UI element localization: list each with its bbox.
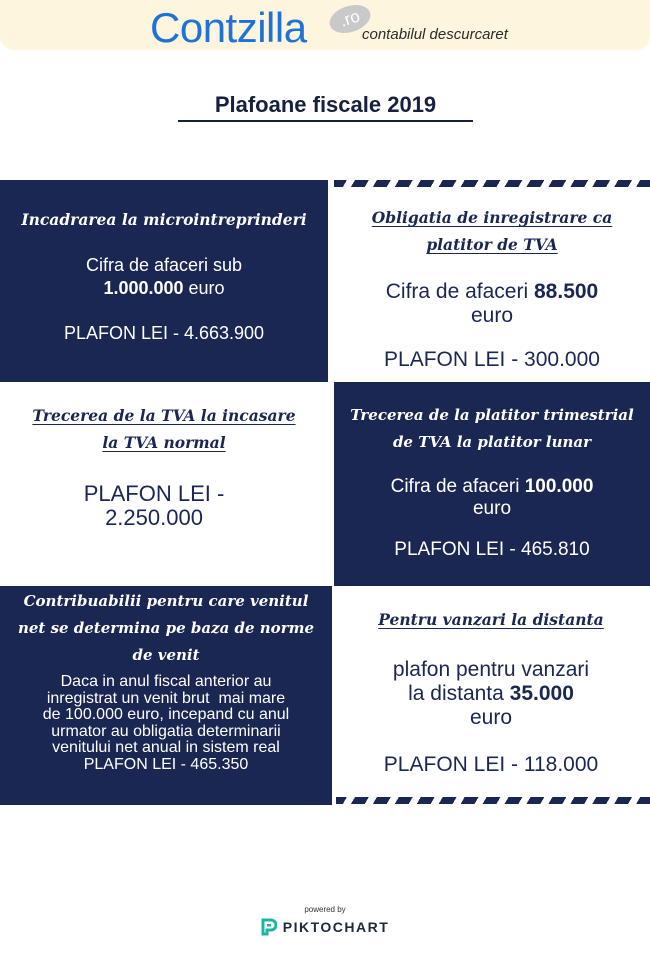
- logo-ro-badge: .ro: [326, 0, 374, 38]
- card-amount: 1.000.000: [103, 278, 184, 298]
- piktochart-footer: [0, 905, 650, 940]
- card-tva-incasare: [0, 382, 328, 586]
- card-text: plafon pentru vanzari: [392, 658, 590, 681]
- decorative-stripes-top: [334, 180, 650, 187]
- card-text-line: urmator au obligatia determinarii: [51, 722, 281, 740]
- card-amount: 88.500: [534, 280, 599, 303]
- card-microintreprinderi: [0, 180, 328, 382]
- card-text: Cifra de afaceri: [385, 280, 529, 303]
- card-unit: euro: [469, 706, 513, 729]
- piktochart-logo-icon: [261, 918, 277, 936]
- card-title: Incadrarea la microintreprinderi: [21, 210, 307, 229]
- card-inregistrare-tva: [334, 188, 650, 382]
- contzilla-logo[interactable]: Contzilla: [150, 4, 307, 51]
- card-norme-venit: [0, 586, 332, 805]
- card-amount: 35.000: [509, 682, 574, 705]
- card-title-line: Trecerea de la platitor trimestrial: [350, 406, 634, 424]
- card-text: Cifra de afaceri: [390, 476, 520, 497]
- card-amount: 100.000: [524, 476, 594, 497]
- card-plafon: PLAFON LEI - 4.663.900: [63, 323, 265, 343]
- page-title: Plafoane fiscale 2019: [178, 92, 473, 122]
- piktochart-wordmark: PIKTOCHART: [282, 919, 390, 935]
- card-title-line: de venit: [132, 646, 200, 664]
- card-plafon: PLAFON LEI - 300.000: [384, 348, 600, 371]
- card-title-line: Trecerea de la TVA la incasare: [32, 406, 296, 425]
- card-title-line: platitor de TVA: [426, 235, 558, 254]
- card-plafon: PLAFON LEI - 118.000: [383, 753, 599, 776]
- card-plafon-value: 2.250.000: [105, 505, 203, 530]
- card-text-line: inregistrat un venit brut mai mare: [46, 689, 286, 707]
- card-plafon: PLAFON LEI - 465.350: [83, 755, 249, 773]
- card-text: Cifra de afaceri sub: [85, 255, 243, 275]
- card-plafon: PLAFON LEI - 465.810: [394, 539, 590, 560]
- card-title-line: net se determina pe baza de norme: [17, 619, 315, 637]
- tagline: contabilul descurcaret: [362, 26, 508, 43]
- card-title-line: Contribuabilii pentru care venitul: [23, 592, 309, 610]
- card-title-line: de TVA la platitor lunar: [392, 433, 592, 451]
- card-title-line: Obligatia de inregistrare ca: [371, 208, 613, 227]
- card-text-line: venitului net anual in sistem real: [52, 739, 280, 756]
- card-trimestrial-lunar: [334, 382, 650, 586]
- powered-by-text: powered by: [304, 905, 346, 914]
- card-unit: euro: [470, 304, 514, 327]
- card-text: la distanta: [408, 682, 504, 705]
- piktochart-link[interactable]: [261, 918, 390, 936]
- decorative-stripes-bottom: [336, 797, 650, 804]
- site-header: [0, 0, 650, 50]
- card-unit: euro: [188, 278, 225, 298]
- card-plafon: PLAFON LEI -: [83, 481, 225, 506]
- card-title-line: la TVA normal: [102, 433, 226, 452]
- card-unit: euro: [472, 498, 512, 519]
- card-text-line: de 100.000 euro, incepand cu anul: [42, 706, 290, 723]
- card-title: Pentru vanzari la distanta: [378, 610, 604, 629]
- card-vanzari-distanta: [332, 586, 650, 796]
- card-text-line: Daca in anul fiscal anterior au: [60, 673, 272, 690]
